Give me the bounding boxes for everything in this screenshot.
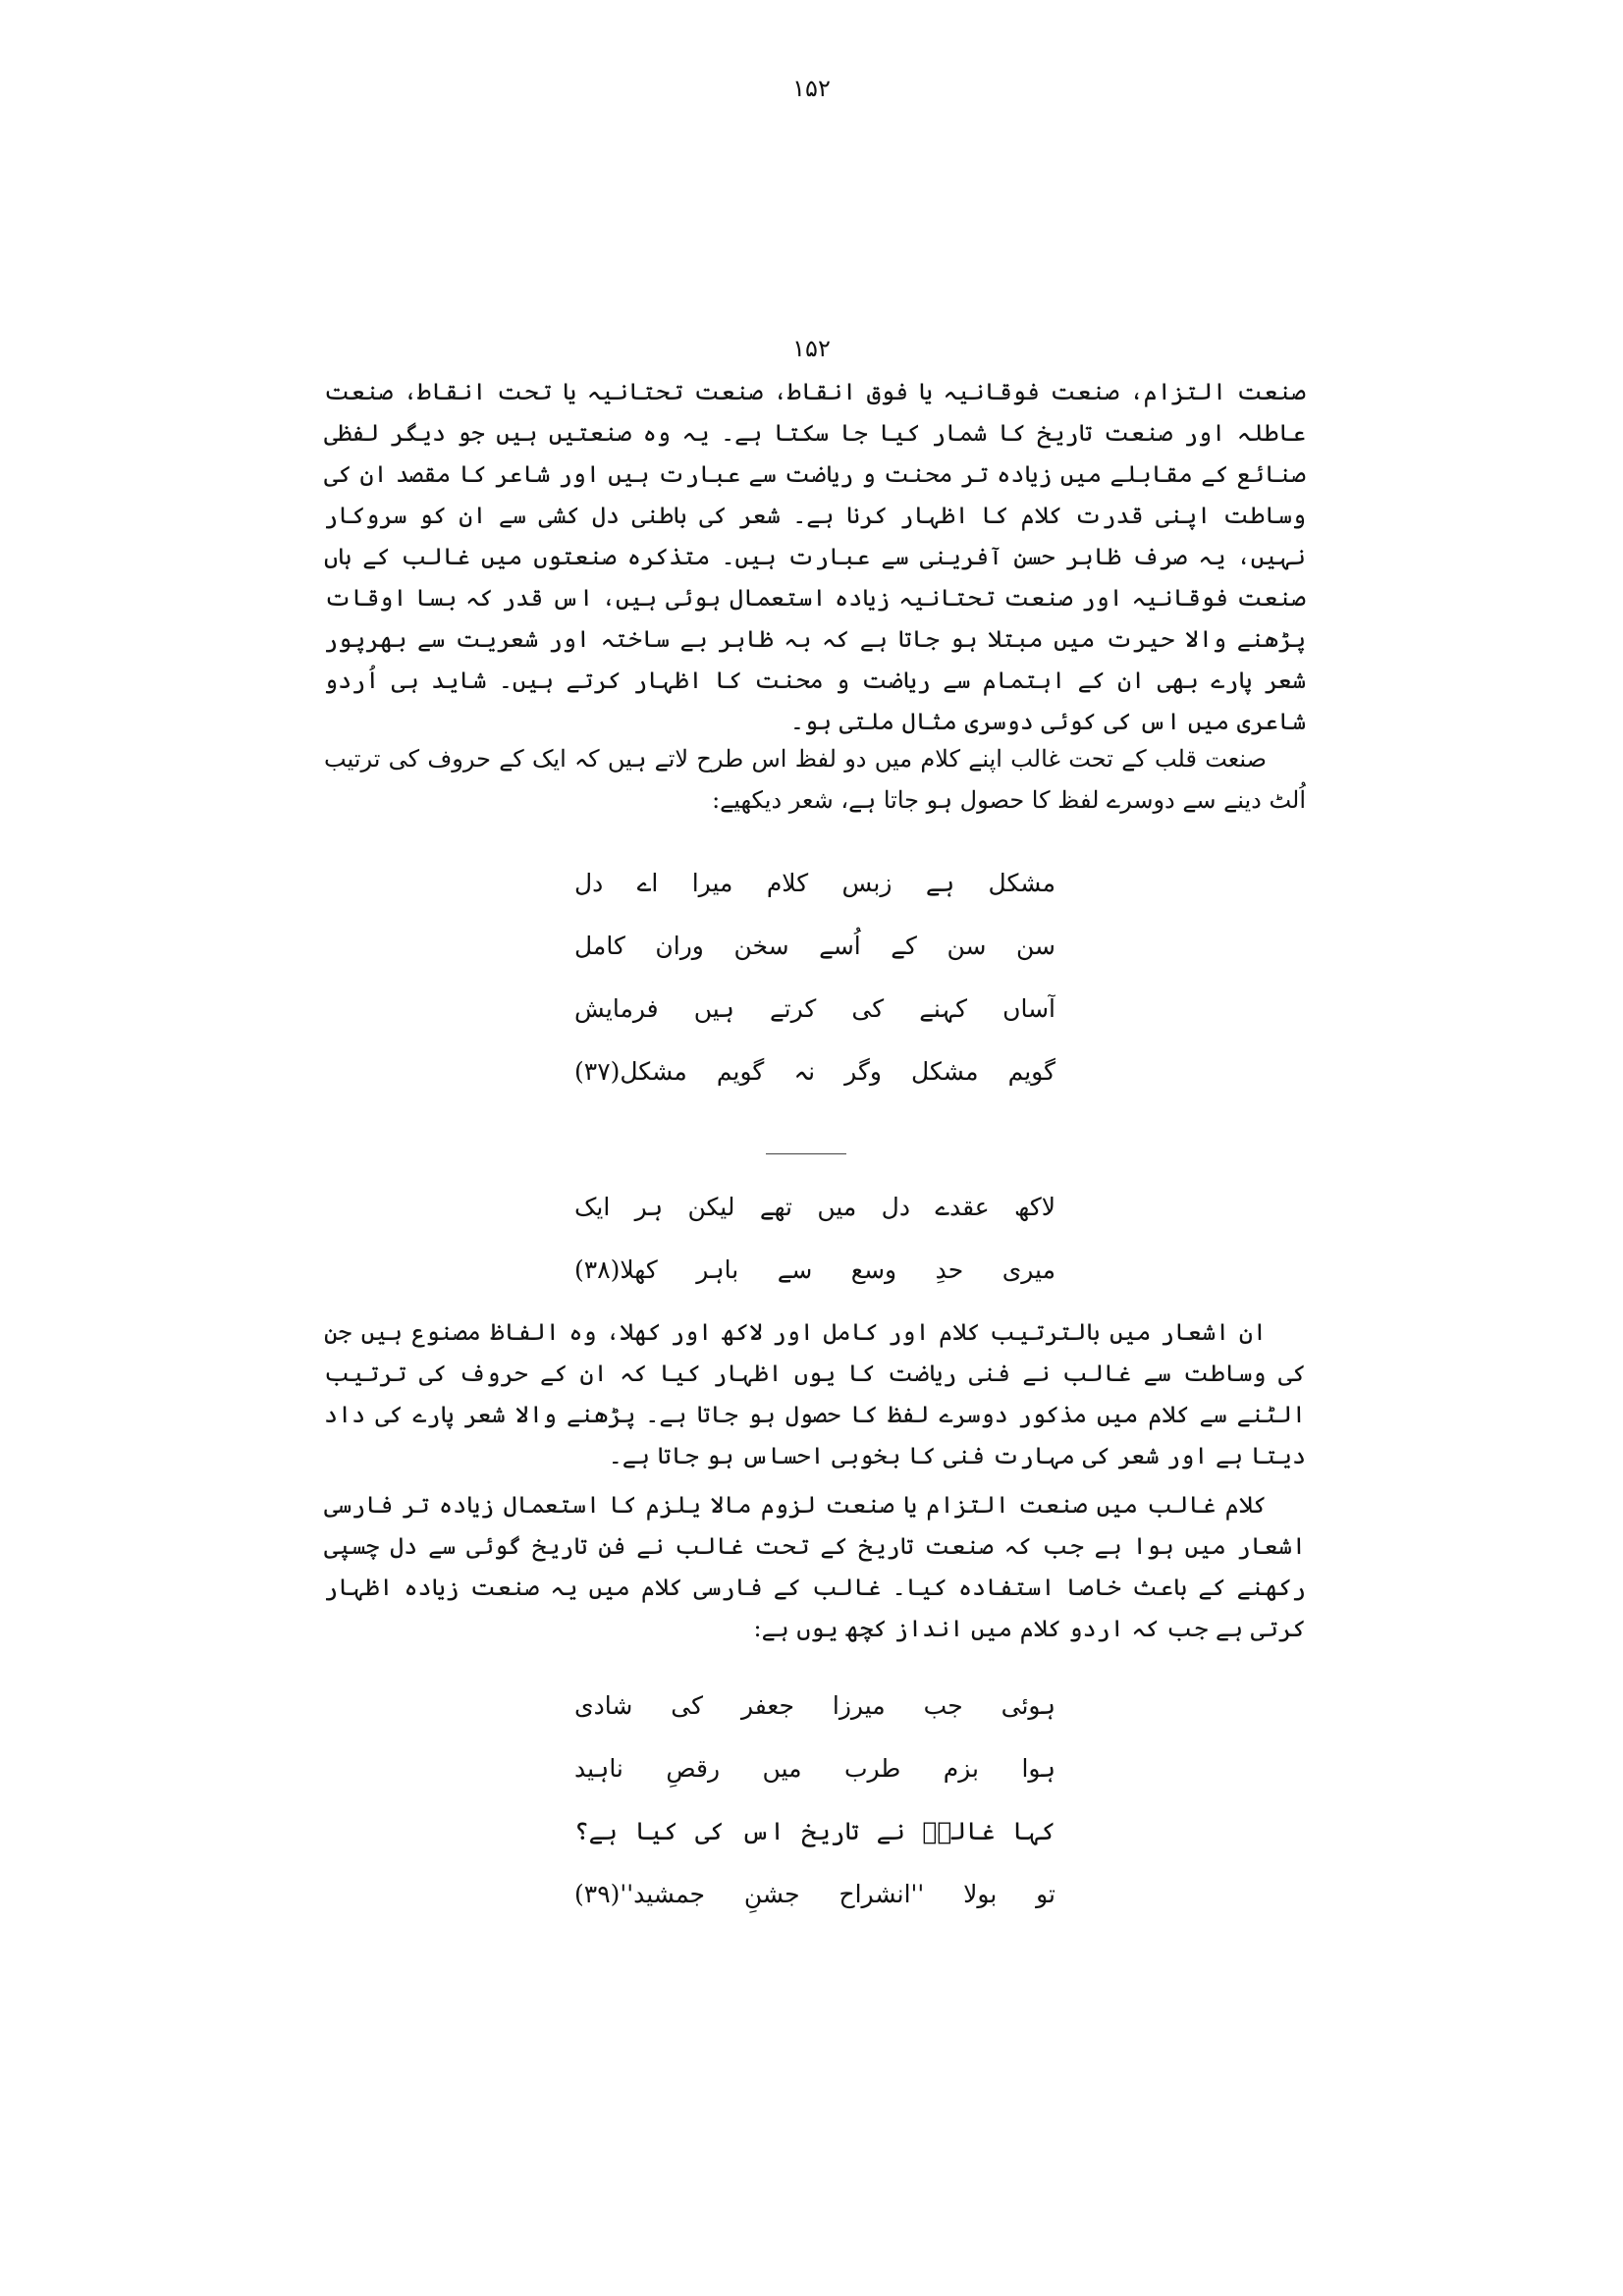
verse-block-second xyxy=(574,1176,1055,1302)
page-number-inner: ۱۵۲ xyxy=(792,335,831,362)
paragraph-reversal: صنعت قلب کے تحت غالب اپنے کلام میں دو لفظ اس طرح لاتے ہیں کہ ایک کے حروف کی ترتیب اُلٹ دینے سے دوسرے لفظ کا حصول ہو جاتا ہے، شعر دیکھیے: xyxy=(324,745,1306,814)
section-divider xyxy=(766,1153,846,1154)
paragraph-intro: صنعت التزام، صنعت فوقانیہ یا فوق انقاط، صنعت تحتانیہ یا تحت انقاط، صنعت عاطلہ اور صنعت تاریخ کا شمار کیا جا سکتا ہے۔ یہ وہ صنعتیں ہیں جو دیگر لفظی صنائع کے مقابلے میں زیادہ تر محنت و ریاضت سے عبارت ہیں اور شاعر کا مقصد ان کی وساطت اپنی قدرت کلام کا اظہار کرنا ہے۔ شعر کی باطنی دل کشی سے ان کو سروکار نہیں، یہ صرف ظاہر حسن آفرینی سے عبارت ہیں۔ متذکرہ صنعتوں میں غالب کے ہاں صنعت فوقانیہ اور صنعت تحتانیہ زیادہ استعمال ہوئی ہیں، اس قدر کہ بسا اوقات پڑھنے والا حیرت میں مبتلا ہو جاتا ہے کہ بہ ظاہر بے ساختہ اور شعریت سے بھرپور شعر پارے بھی ان کے اہتمام سے ریاضت و محنت کا اظہار کرتے ہیں۔ شاید ہی اُردو شاعری میں اس کی کوئی دوسری مثال ملتی ہو۔ xyxy=(324,378,1306,735)
verse-line: گویم مشکل وگر نہ گویم مشکل(۳۷) xyxy=(574,1057,1055,1086)
verse-line: کہا غالبؔ نے تاریخ اس کی کیا ہے؟ xyxy=(574,1817,1055,1845)
verse-line: میری حدِ وسع سے باہر کھلا(۳۸) xyxy=(574,1255,1055,1284)
verse-line: لاکھ عقدے دل میں تھے لیکن ہر ایک xyxy=(574,1193,1055,1221)
verse-line: آساں کہنے کی کرتے ہیں فرمایش xyxy=(574,994,1055,1023)
verse-block-third xyxy=(574,1675,1055,1926)
verse-block-first xyxy=(574,852,1055,1103)
paragraph-analysis: ان اشعار میں بالترتیب کلام اور کامل اور لاکھ اور کھلا، وہ الفاظ مصنوع ہیں جن کی وساطت سے غالب نے فنی ریاضت کا یوں اظہار کیا کہ ان کے حروف کی ترتیب الٹنے سے کلام میں مذکور دوسرے لفظ کا حصول ہو جاتا ہے۔ پڑھنے والا شعر پارے کی داد دیتا ہے اور شعر کی مہارت فنی کا بخوبی احساس ہو جاتا ہے۔ xyxy=(324,1318,1306,1469)
verse-line: ہوئی جب میرزا جعفر کی شادی xyxy=(574,1691,1055,1720)
paragraph-tarikh: کلام غالب میں صنعت التزام یا صنعت لزوم مالا یلزم کا استعمال زیادہ تر فارسی اشعار میں ہوا ہے جب کہ صنعت تاریخ کے تحت غالب نے فن تاریخ گوئی سے دل چسپی رکھنے کے باعث خاصا استفادہ کیا۔ غالب کے فارسی کلام میں یہ صنعت زیادہ اظہار کرتی ہے جب کہ اردو کلام میں انداز کچھ یوں ہے: xyxy=(324,1491,1306,1642)
verse-line: ہوا بزم طرب میں رقصِ ناہید xyxy=(574,1754,1055,1783)
verse-line: سن سن کے اُسے سخن وران کامل xyxy=(574,932,1055,960)
verse-line: تو بولا ''انشراح جشنِ جمشید''(۳۹) xyxy=(574,1880,1055,1908)
verse-line: مشکل ہے زبس کلام میرا اے دل xyxy=(574,869,1055,897)
page-number-top: ۱۵۲ xyxy=(792,75,831,102)
